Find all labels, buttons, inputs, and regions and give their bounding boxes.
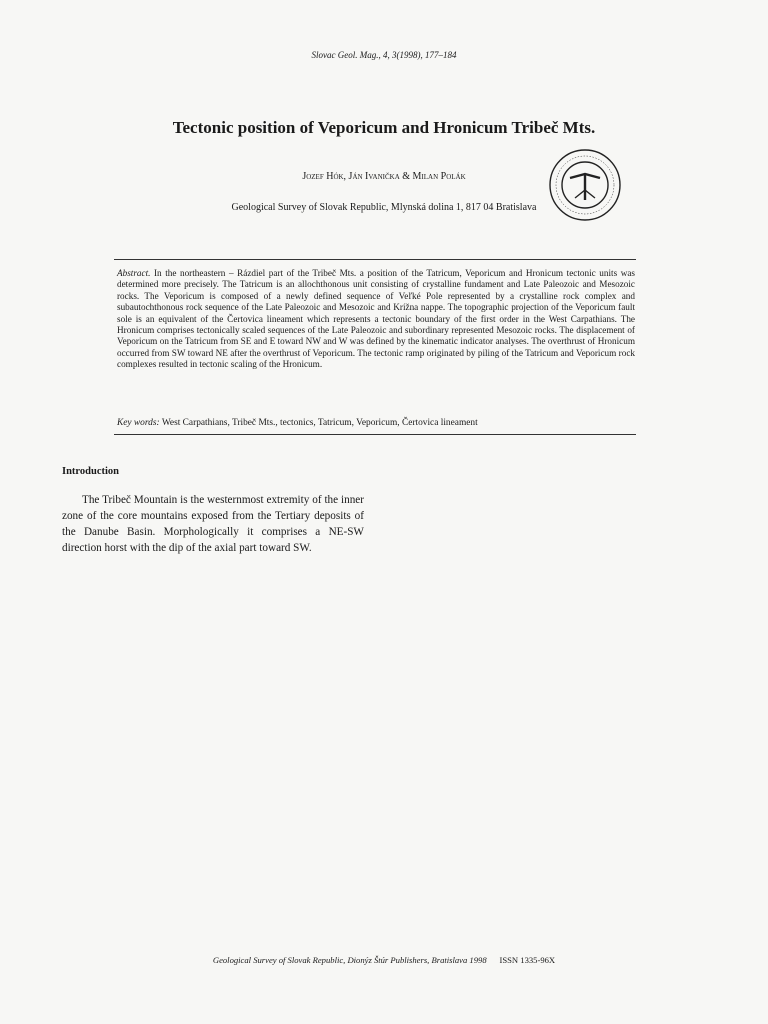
- abstract-bottom-rule: [114, 434, 636, 435]
- page-footer: [0, 955, 768, 965]
- left-column: [62, 466, 364, 557]
- footer-issn: ISSN 1335-96X: [499, 955, 556, 965]
- section-heading: Introduction: [62, 466, 119, 477]
- keywords: [117, 418, 635, 428]
- author-list: Jozef Hók, Ján Ivanička & Milan Polák: [302, 171, 466, 182]
- journal-citation: Slovac Geol. Mag., 4, 3(1998), 177–184: [311, 50, 457, 60]
- body-paragraph: The Tribeč Mountain is the westernmost extremity of the inner zone of the core mountains exposed from the Tertiary deposits of the Danube Basin. Morphologically it comprises a NE-SW direction horst with the dip of the axial part toward SW.: [62, 494, 364, 554]
- geological-survey-seal-icon: [548, 148, 622, 222]
- article-title: Tectonic position of Veporicum and Hronicum Tribeč Mts.: [172, 118, 596, 137]
- abstract-text: In the northeastern – Rázdiel part of the Tribeč Mts. a position of the Tatricum, Veporicum and Hronicum tectonic units was determined more precisely. The Tatricum is an allochthonous unit consisting of crystalline fundament and Late Paleozoic and Mesozoic rocks. The Veporicum is composed of a newly defined sequence of Veľké Pole represented by a crystalline rock complex and subautochthonous rock sequence of the Late Paleozoic and Mesozoic and Krížna nappe. The topographic projection of the Veporicum fault sole is an equivalent of the Čertovica lineament which represents a tectonic boundary of the first order in the West Carpathians. The Hronicum comprises tectonically scaled sequences of the Late Paleozoic and subordinary represented Mesozoic rocks. The displacement of Veporicum on the Tatricum from SE and E toward NW and W was defined by the kinematic indicator analyses. The overthrust of Hronicum occurred from SW toward NE after the overthrust of Veporicum. The tectonic ramp originated by piling of the Tatricum and Veporicum rock complexes resulted in tectonic scaling of the Hronicum.: [117, 268, 635, 370]
- abstract-top-rule: [114, 259, 636, 260]
- abstract: [117, 268, 635, 371]
- keywords-label: Key words:: [117, 418, 160, 428]
- author-affiliation: Geological Survey of Slovak Republic, Mlynská dolina 1, 817 04 Bratislava: [231, 202, 537, 213]
- footer-publisher: Geological Survey of Slovak Republic, Dionýz Štúr Publishers, Bratislava 1998: [212, 955, 487, 965]
- abstract-label: Abstract.: [117, 268, 151, 278]
- keywords-text: West Carpathians, Tribeč Mts., tectonics, Tatricum, Veporicum, Čertovica lineament: [161, 418, 478, 428]
